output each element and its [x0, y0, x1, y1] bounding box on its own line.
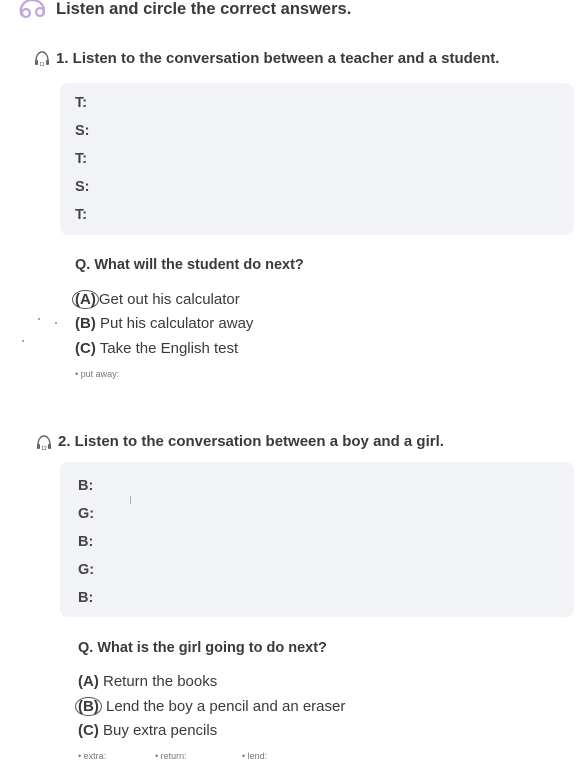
answer-letter: (A): [78, 673, 99, 690]
answer-text: Lend the boy a pencil and an eraser: [106, 698, 346, 715]
answer-letter: (C): [78, 722, 99, 739]
headphones-icon: [36, 434, 52, 452]
speaker-label: B:: [78, 590, 94, 606]
answer-letter: (C): [75, 340, 96, 357]
speaker-label: B:: [78, 478, 94, 494]
answer-text: Put his calculator away: [100, 315, 254, 332]
speaker-label: G:: [78, 562, 95, 578]
question-1-prompt: Q. What will the student do next?: [75, 257, 304, 273]
speaker-label: T:: [75, 95, 88, 111]
headphones-doodle-icon: [18, 0, 48, 20]
speck: [55, 322, 57, 324]
vocab-note: • lend:: [242, 751, 268, 761]
headphones-icon: [34, 50, 50, 68]
answer-letter-circled: (A): [72, 290, 99, 309]
speaker-label: S:: [75, 179, 90, 195]
transcript-panel-2: [60, 462, 574, 617]
question-2-prompt: Q. What is the girl going to do next?: [78, 640, 327, 656]
speck: [38, 318, 40, 320]
answer-letter-circled: (B): [75, 697, 102, 716]
question-1-title: 1. Listen to the conversation between a teacher and a student.: [56, 50, 500, 67]
answer-option-c[interactable]: [75, 340, 238, 357]
answer-text: Buy extra pencils: [103, 722, 218, 739]
speaker-label: B:: [78, 534, 94, 550]
vocab-note: • return:: [155, 751, 187, 761]
question-2-title: 2. Listen to the conversation between a boy and a girl.: [58, 433, 444, 450]
vocab-note: • put away:: [75, 369, 120, 379]
pencil-mark: [130, 496, 131, 504]
answer-option-c[interactable]: [78, 722, 217, 739]
answer-option-b[interactable]: [78, 697, 345, 716]
page-title: Listen and circle the correct answers.: [56, 0, 352, 18]
answer-option-a[interactable]: [78, 673, 217, 690]
answer-option-b[interactable]: [75, 315, 253, 332]
answer-text: Take the English test: [99, 340, 239, 357]
speck: [22, 340, 24, 342]
speaker-label: T:: [75, 151, 88, 167]
vocab-note: • extra:: [78, 751, 107, 761]
answer-text: Return the books: [103, 673, 218, 690]
answer-letter: (B): [75, 315, 96, 332]
svg-text:11: 11: [39, 62, 45, 68]
answer-text: Get out his calculator: [98, 291, 240, 308]
transcript-panel-1: [60, 83, 574, 235]
answer-option-a[interactable]: [75, 290, 240, 309]
speaker-label: T:: [75, 207, 88, 223]
speaker-label: S:: [75, 123, 90, 139]
speaker-label: G:: [78, 506, 95, 522]
svg-text:12: 12: [41, 446, 47, 452]
